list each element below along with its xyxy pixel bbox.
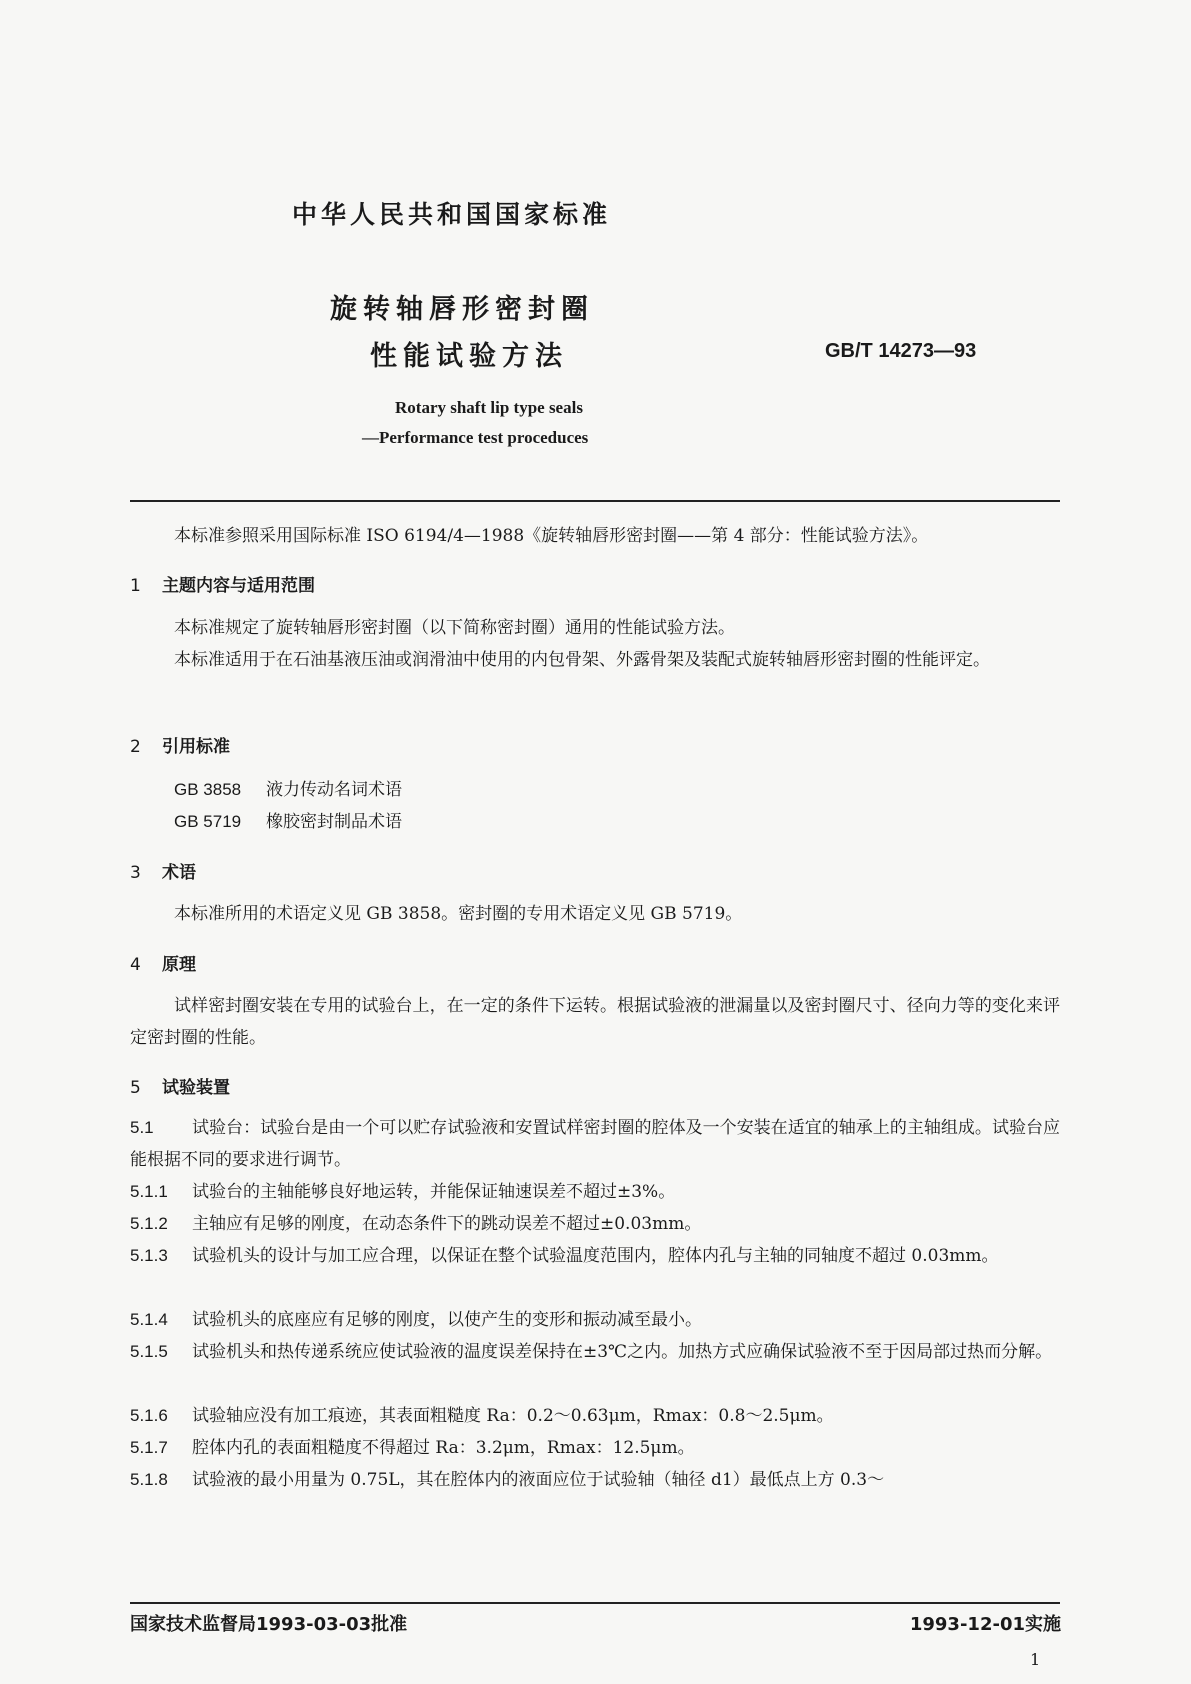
clause-number: 5.1.5	[130, 1342, 168, 1361]
clause-5-1-6	[130, 1400, 1060, 1432]
section-2-heading	[130, 732, 230, 757]
clause-number: 5.1.2	[130, 1214, 168, 1233]
reference-code: GB 3858	[174, 780, 242, 799]
clause-text: 试验液的最小用量为 0.75L，其在腔体内的液面应位于试验轴（轴径 d1）最低点上方 0.3～	[192, 1470, 885, 1490]
bottom-divider	[130, 1602, 1060, 1604]
clause-number: 5.1.7	[130, 1438, 168, 1457]
section-number: 1	[130, 576, 141, 596]
clause-5-1	[130, 1112, 1060, 1176]
clause-5-1-3	[130, 1240, 1060, 1272]
section-4-paragraph: 试样密封圈安装在专用的试验台上，在一定的条件下运转。根据试验液的泄漏量以及密封圈尺寸、径向力等的变化来评定密封圈的性能。	[130, 996, 1060, 1048]
clause-text: 试验机头和热传递系统应使试验液的温度误差保持在±3℃之内。加热方式应确保试验液不至于因局部过热而分解。	[192, 1342, 1053, 1362]
clause-number: 5.1.3	[130, 1246, 168, 1265]
reference-item	[174, 806, 402, 838]
clause-number: 5.1.4	[130, 1310, 168, 1329]
reference-item	[174, 774, 402, 806]
reference-name: 液力传动名词术语	[266, 780, 402, 800]
section-number: 4	[130, 955, 141, 975]
clause-number: 5.1	[130, 1118, 154, 1137]
section-title: 术语	[162, 863, 196, 883]
clause-text: 主轴应有足够的刚度，在动态条件下的跳动误差不超过±0.03mm。	[192, 1214, 702, 1234]
approval-line: 国家技术监督局1993-03-03批准	[130, 1614, 408, 1635]
clause-text: 试验台的主轴能够良好地运转，并能保证轴速误差不超过±3%。	[192, 1182, 676, 1202]
clause-number: 5.1.1	[130, 1182, 168, 1201]
clause-text: 试验轴应没有加工痕迹，其表面粗糙度 Ra：0.2～0.63μm，Rmax：0.8～2.5μm。	[192, 1406, 834, 1426]
clause-5-1-7	[130, 1432, 1060, 1464]
clause-text: 腔体内孔的表面粗糙度不得超过 Ra：3.2μm，Rmax：12.5μm。	[192, 1438, 695, 1458]
section-3-heading	[130, 858, 196, 883]
implementation-line: 1993-12-01实施	[909, 1614, 1061, 1635]
clause-text: 试验机头的设计与加工应合理，以保证在整个试验温度范围内，腔体内孔与主轴的同轴度不超过 0.03mm。	[192, 1246, 999, 1266]
page-number: 1	[1030, 1650, 1041, 1669]
section-number: 5	[130, 1078, 141, 1098]
section-1-heading	[130, 571, 315, 596]
title-line-2: 性能试验方法	[370, 341, 568, 372]
clause-text: 试验机头的底座应有足够的刚度，以使产生的变形和振动减至最小。	[192, 1310, 702, 1330]
english-title-line-2: —Performance test proceduces	[362, 428, 589, 447]
reference-code: GB 5719	[174, 812, 242, 831]
top-divider	[130, 500, 1060, 502]
title-line-1: 旋转轴唇形密封圈	[330, 294, 594, 325]
clause-number: 5.1.8	[130, 1470, 168, 1489]
section-title: 主题内容与适用范围	[162, 576, 315, 596]
english-title-line-1: Rotary shaft lip type seals	[395, 398, 583, 417]
section-number: 2	[130, 737, 141, 757]
national-standard-heading: 中华人民共和国国家标准	[292, 200, 612, 229]
clause-text: 试验台：试验台是由一个可以贮存试验液和安置试样密封圈的腔体及一个安装在适宜的轴承上的主轴组成。试验台应能根据不同的要求进行调节。	[130, 1118, 1060, 1170]
standard-code: GB/T 14273—93	[825, 340, 977, 362]
section-5-heading	[130, 1073, 230, 1098]
section-1-paragraph-2: 本标准适用于在石油基液压油或润滑油中使用的内包骨架、外露骨架及装配式旋转轴唇形密封圈的性能评定。	[174, 650, 990, 670]
clause-5-1-2	[130, 1208, 1060, 1240]
section-1-paragraph-1: 本标准规定了旋转轴唇形密封圈（以下简称密封圈）通用的性能试验方法。	[174, 618, 735, 638]
clause-5-1-5	[130, 1336, 1060, 1368]
section-title: 原理	[162, 955, 196, 975]
section-title: 引用标准	[162, 737, 230, 757]
clause-number: 5.1.6	[130, 1406, 168, 1425]
clause-5-1-1	[130, 1176, 1060, 1208]
section-title: 试验装置	[162, 1078, 230, 1098]
section-number: 3	[130, 863, 141, 883]
section-4-heading	[130, 950, 196, 975]
clause-5-1-4	[130, 1304, 1060, 1336]
reference-name: 橡胶密封制品术语	[266, 812, 402, 832]
intro-paragraph: 本标准参照采用国际标准 ISO 6194/4—1988《旋转轴唇形密封圈——第 4 部分：性能试验方法》。	[174, 526, 929, 546]
clause-5-1-8	[130, 1464, 1060, 1496]
section-3-paragraph: 本标准所用的术语定义见 GB 3858。密封圈的专用术语定义见 GB 5719。	[174, 904, 743, 924]
